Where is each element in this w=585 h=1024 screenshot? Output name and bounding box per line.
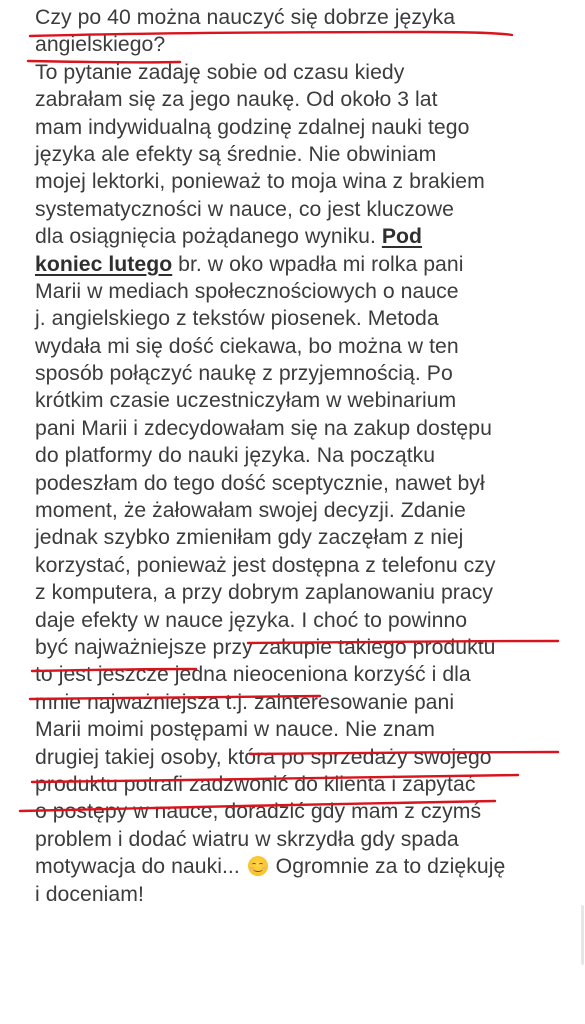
text-line	[35, 305, 575, 332]
text-line	[35, 634, 575, 661]
text-segment: Marii w mediach społecznościowych o nauce	[35, 279, 459, 303]
review-text	[35, 4, 575, 908]
text-segment: być najważniejsze przy zakupie takiego produktu	[35, 635, 496, 659]
highlighted-date-text: Pod	[381, 225, 423, 249]
text-segment: sposób połączyć naukę z przyjemnością. Po	[35, 362, 453, 386]
smiling-face-icon	[248, 856, 268, 876]
text-segment: angielskiego?	[35, 33, 166, 57]
text-segment: krótkim czasie uczestniczyłam w webinarium	[35, 389, 457, 413]
text-segment: o postępy w nauce, doradzić gdy mam z czymś	[35, 800, 482, 824]
text-line	[35, 853, 575, 880]
text-segment: drugiej takiej osoby, która po sprzedaży swojego	[35, 745, 492, 769]
text-segment: problem i dodać wiatru w skrzydła gdy spada	[35, 827, 459, 851]
text-segment: mnie najważniejsza t.j. zainteresowanie pani	[35, 690, 455, 714]
text-line	[35, 223, 575, 250]
text-segment: j. angielskiego z tekstów piosenek. Metoda	[35, 307, 439, 331]
text-segment: dla osiągnięcia pożądanego wyniku.	[35, 225, 382, 249]
text-segment: daje efekty w nauce języka. I choć to powinno	[35, 608, 468, 632]
scrollbar[interactable]	[581, 905, 584, 965]
text-line	[35, 771, 575, 798]
text-line	[35, 168, 575, 195]
text-segment: jednak szybko zmieniłam gdy zaczęłam z niej	[35, 526, 464, 550]
text-segment: zabrałam się za jego naukę. Od około 3 lat	[35, 88, 438, 112]
text-segment: mojej lektorki, ponieważ to moja wina z brakiem	[35, 170, 485, 194]
text-line	[35, 360, 575, 387]
text-segment: podeszłam do tego dość sceptycznie, nawet był	[35, 471, 485, 495]
text-line	[35, 798, 575, 825]
text-line	[35, 59, 575, 86]
text-line	[35, 196, 575, 223]
text-segment: to jest jeszcze jedna nieoceniona korzyść i dla	[35, 663, 471, 687]
text-line	[35, 442, 575, 469]
text-line	[35, 552, 575, 579]
text-line	[35, 333, 575, 360]
text-segment: Ogromnie za to dziękuję	[269, 855, 506, 879]
text-line	[35, 278, 575, 305]
text-line	[35, 86, 575, 113]
text-line	[35, 661, 575, 688]
text-line	[35, 689, 575, 716]
text-segment: motywacja do nauki...	[35, 855, 246, 879]
text-line	[35, 826, 575, 853]
text-line	[35, 579, 575, 606]
text-segment: do platformy do nauki języka. Na początku	[35, 444, 436, 468]
text-segment: produktu potrafi zadzwonić do klienta i zapytać	[35, 772, 476, 796]
text-line	[35, 4, 575, 31]
highlighted-date-text: koniec lutego	[35, 252, 173, 276]
text-segment: Marii moimi postępami w nauce. Nie znam	[35, 718, 435, 742]
text-line	[35, 114, 575, 141]
text-line	[35, 251, 575, 278]
text-line	[35, 141, 575, 168]
text-segment: i doceniam!	[35, 882, 144, 906]
text-line	[35, 387, 575, 414]
text-line	[35, 470, 575, 497]
text-segment: korzystać, ponieważ jest dostępna z telefonu czy	[35, 553, 496, 577]
text-segment: mam indywidualną godzinę zdalnej nauki tego	[35, 115, 470, 139]
text-segment: z komputera, a przy dobrym zaplanowaniu pracy	[35, 581, 493, 605]
text-line	[35, 881, 575, 908]
text-segment: pani Marii i zdecydowałam się na zakup dostępu	[35, 416, 492, 440]
text-segment: moment, że żałowałam swojej decyzji. Zdanie	[35, 499, 466, 523]
text-line	[35, 497, 575, 524]
text-line	[35, 524, 575, 551]
text-segment: systematyczności w nauce, co jest kluczowe	[35, 197, 454, 221]
text-segment: br. w oko wpadła mi rolka pani	[172, 252, 464, 276]
text-segment: Czy po 40 można nauczyć się dobrze języka	[35, 6, 456, 29]
text-segment: To pytanie zadaję sobie od czasu kiedy	[35, 60, 405, 84]
text-line	[35, 744, 575, 771]
text-line	[35, 31, 575, 58]
text-segment: języka ale efekty są średnie. Nie obwiniam	[35, 142, 437, 166]
text-line	[35, 607, 575, 634]
text-line	[35, 415, 575, 442]
text-line	[35, 716, 575, 743]
text-segment: wydała mi się dość ciekawa, bo można w ten	[35, 334, 459, 358]
